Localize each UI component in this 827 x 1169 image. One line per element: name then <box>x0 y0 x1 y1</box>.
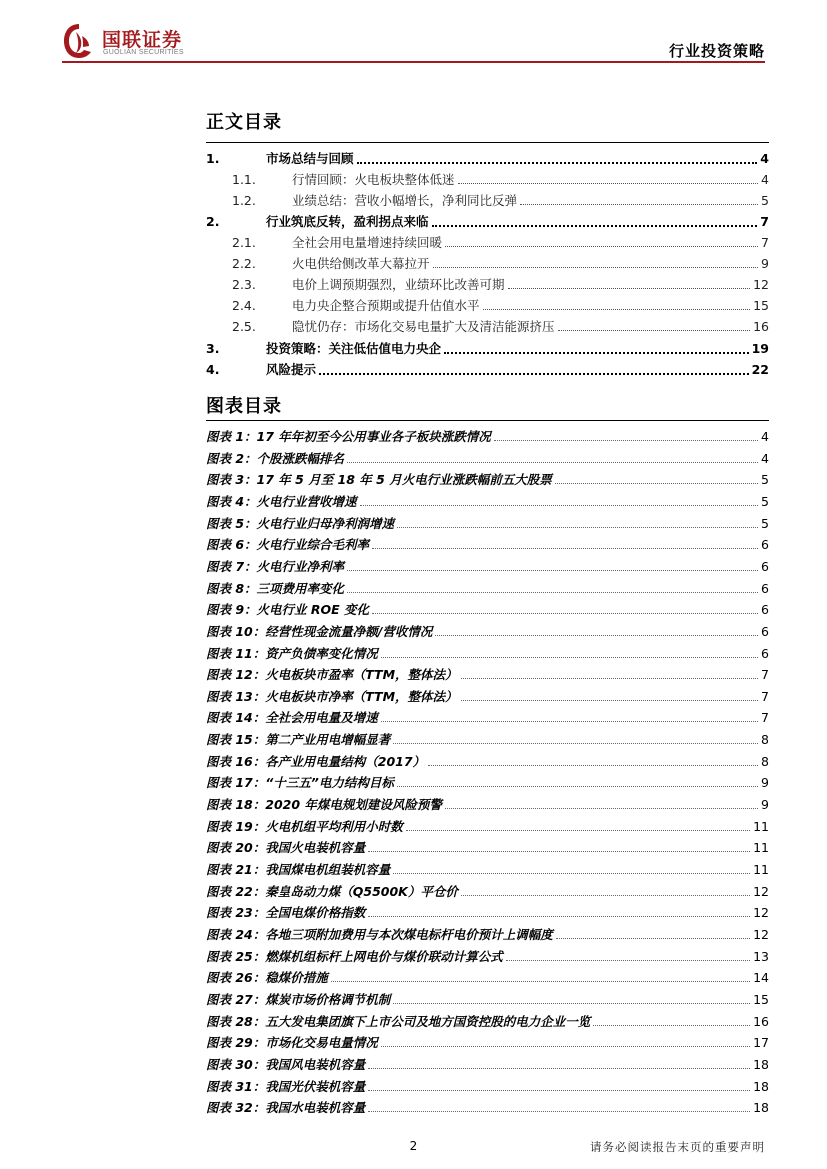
figure-entry-title: 图表 11：资产负债率变化情况 <box>206 646 378 661</box>
toc-entry-number: 2.3. <box>232 277 256 292</box>
figure-entry[interactable] <box>206 555 769 575</box>
figure-leader-dots <box>347 569 758 571</box>
toc-entry-title: 风险提示 <box>266 362 317 377</box>
figure-entry[interactable] <box>206 1010 769 1030</box>
toc-leader-dots <box>508 287 751 289</box>
figure-entry-title: 图表 20：我国火电装机容量 <box>206 840 366 855</box>
figure-entry[interactable] <box>206 858 769 878</box>
figure-entry-title: 图表 27：煤炭市场价格调节机制 <box>206 992 391 1007</box>
figure-leader-dots <box>368 1067 750 1069</box>
toc-entry-page: 15 <box>753 298 769 313</box>
figure-entry-title: 图表 18：2020 年煤电规划建设风险预警 <box>206 797 442 812</box>
toc-leader-dots <box>432 224 758 227</box>
figure-leader-dots <box>393 872 750 874</box>
toc-leader-dots <box>483 308 751 310</box>
figure-leader-dots <box>406 829 750 831</box>
figure-entry[interactable] <box>206 1031 769 1051</box>
toc-entry[interactable] <box>206 273 769 293</box>
figure-entry-title: 图表 16：各产业用电量结构（2017） <box>206 754 426 769</box>
figure-entry[interactable] <box>206 620 769 640</box>
figure-entry-title: 图表 13：火电板块市净率（TTM，整体法） <box>206 689 458 704</box>
toc-entry-number: 1.2. <box>232 193 256 208</box>
figure-entry-title: 图表 7：火电行业净利率 <box>206 559 345 574</box>
toc-entry-title: 火电供给侧改革大幕拉开 <box>292 256 430 271</box>
figure-entry-title: 图表 32：我国水电装机容量 <box>206 1100 366 1115</box>
toc-entry-page: 12 <box>753 277 769 292</box>
figure-leader-dots <box>368 850 750 852</box>
toc-leader-dots <box>319 372 749 375</box>
figure-entry-page: 18 <box>753 1079 769 1094</box>
figure-entry-page: 4 <box>761 429 769 444</box>
figure-leader-dots <box>494 439 758 441</box>
figure-leader-dots <box>397 785 758 787</box>
toc-entry-number: 2. <box>206 214 220 229</box>
figure-leader-dots <box>593 1024 750 1026</box>
toc-entry-number: 1. <box>206 151 220 166</box>
figure-leader-dots <box>555 482 758 484</box>
figure-leader-dots <box>506 959 750 961</box>
figure-entry-page: 9 <box>761 797 769 812</box>
toc-entry-title: 电力央企整合预期或提升估值水平 <box>292 298 480 313</box>
page-header <box>0 0 827 64</box>
figure-entry-title: 图表 4：火电行业营收增速 <box>206 494 357 509</box>
figure-entry-page: 14 <box>753 970 769 985</box>
figure-entry-page: 15 <box>753 992 769 1007</box>
figure-leader-dots <box>372 547 758 549</box>
figure-entry-title: 图表 30：我国风电装机容量 <box>206 1057 366 1072</box>
toc-heading: 正文目录 <box>206 112 282 133</box>
figure-entry-page: 8 <box>761 754 769 769</box>
figure-entry-page: 11 <box>753 862 769 877</box>
toc-entry-page: 9 <box>761 256 769 271</box>
figure-leader-dots <box>372 612 758 614</box>
figure-entry-title: 图表 21：我国煤电机组装机容量 <box>206 862 391 877</box>
toc-entry-page: 5 <box>761 193 769 208</box>
figure-entry[interactable] <box>206 447 769 467</box>
toc-entry[interactable] <box>206 168 769 188</box>
figure-entry[interactable] <box>206 663 769 683</box>
toc-entry-page: 4 <box>760 151 769 166</box>
toc-entry-number: 2.5. <box>232 319 256 334</box>
figure-leader-dots <box>461 894 750 896</box>
figure-entry[interactable] <box>206 836 769 856</box>
figure-entry[interactable] <box>206 750 769 770</box>
figure-entry-title: 图表 28：五大发电集团旗下上市公司及地方国资控股的电力企业一览 <box>206 1014 591 1029</box>
figure-leader-dots <box>381 656 758 658</box>
toc-entry-title: 隐忧仍存：市场化交易电量扩大及清洁能源挤压 <box>292 319 555 334</box>
figure-leader-dots <box>331 980 750 982</box>
toc-entry-number: 1.1. <box>232 172 256 187</box>
figure-entry[interactable] <box>206 728 769 748</box>
figure-entry[interactable] <box>206 988 769 1008</box>
figure-entry[interactable] <box>206 923 769 943</box>
figure-entry-page: 12 <box>753 927 769 942</box>
disclaimer-note: 请务必阅读报告末页的重要声明 <box>590 1140 765 1154</box>
figures-divider <box>206 420 769 421</box>
toc-entry-number: 3. <box>206 341 220 356</box>
toc-entry-number: 2.1. <box>232 235 256 250</box>
figure-leader-dots <box>347 461 758 463</box>
figure-entry-page: 6 <box>761 559 769 574</box>
figure-entry[interactable] <box>206 685 769 705</box>
figure-entry-title: 图表 5：火电行业归母净利润增速 <box>206 516 395 531</box>
figure-entry-title: 图表 25：燃煤机组标杆上网电价与煤价联动计算公式 <box>206 949 503 964</box>
figure-leader-dots <box>461 699 759 701</box>
toc-divider <box>206 142 769 143</box>
toc-entry[interactable] <box>206 337 769 357</box>
figure-entry-title: 图表 6：火电行业综合毛利率 <box>206 537 370 552</box>
figure-entry-title: 图表 31：我国光伏装机容量 <box>206 1079 366 1094</box>
figure-entry-page: 6 <box>761 624 769 639</box>
toc-entry[interactable] <box>206 231 769 251</box>
figure-leader-dots <box>461 677 759 679</box>
figure-entry-page: 18 <box>753 1057 769 1072</box>
figure-leader-dots <box>445 807 758 809</box>
figure-leader-dots <box>381 1045 750 1047</box>
figure-entry[interactable] <box>206 793 769 813</box>
figure-entry[interactable] <box>206 425 769 445</box>
figure-entry-title: 图表 12：火电板块市盈率（TTM，整体法） <box>206 667 458 682</box>
figure-entry-title: 图表 15：第二产业用电增幅显著 <box>206 732 391 747</box>
figure-leader-dots <box>393 742 758 744</box>
header-divider <box>62 61 765 63</box>
figure-entry[interactable] <box>206 468 769 488</box>
figure-leader-dots <box>347 591 758 593</box>
figure-entry[interactable] <box>206 512 769 532</box>
figure-entry-title: 图表 29：市场化交易电量情况 <box>206 1035 378 1050</box>
figure-entry-page: 11 <box>753 840 769 855</box>
toc-entry-title: 行业筑底反转，盈利拐点来临 <box>266 214 429 229</box>
figure-entry-page: 4 <box>761 451 769 466</box>
toc-leader-dots <box>444 351 749 354</box>
figure-entry[interactable] <box>206 577 769 597</box>
figure-entry-title: 图表 17：“十三五”电力结构目标 <box>206 775 394 790</box>
toc-entry-page: 19 <box>751 341 769 356</box>
figure-entry[interactable] <box>206 1053 769 1073</box>
figures-heading: 图表目录 <box>206 396 282 417</box>
figure-entry[interactable] <box>206 1096 769 1116</box>
toc-entry[interactable] <box>206 358 769 378</box>
figure-entry-title: 图表 10：经营性现金流量净额/营收情况 <box>206 624 433 639</box>
figure-entry[interactable] <box>206 815 769 835</box>
figure-entry-page: 6 <box>761 602 769 617</box>
figure-entry[interactable] <box>206 771 769 791</box>
figure-leader-dots <box>368 1110 750 1112</box>
figure-entry[interactable] <box>206 945 769 965</box>
figure-entry-title: 图表 8：三项费用率变化 <box>206 581 345 596</box>
figure-entry-title: 图表 2：个股涨跌幅排名 <box>206 451 345 466</box>
toc-entry-page: 16 <box>753 319 769 334</box>
figure-entry-page: 17 <box>753 1035 769 1050</box>
brand-name-cn: 国联证券 <box>102 29 183 51</box>
figure-entry-page: 12 <box>753 905 769 920</box>
figure-entry[interactable] <box>206 966 769 986</box>
toc-entry-page: 22 <box>751 362 769 377</box>
figure-entry-page: 6 <box>761 537 769 552</box>
figure-entry-title: 图表 19：火电机组平均利用小时数 <box>206 819 403 834</box>
page-number: 2 <box>409 1139 418 1153</box>
figure-leader-dots <box>368 1089 750 1091</box>
figure-entry-page: 5 <box>761 472 769 487</box>
figure-entry-title: 图表 3：17 年 5 月至 18 年 5 月火电行业涨跌幅前五大股票 <box>206 472 552 487</box>
figure-entry[interactable] <box>206 598 769 618</box>
figure-leader-dots <box>397 526 758 528</box>
guolian-logo-icon <box>62 22 96 60</box>
figure-entry-page: 6 <box>761 646 769 661</box>
figure-entry-title: 图表 1：17 年年初至今公用事业各子板块涨跌情况 <box>206 429 491 444</box>
toc-leader-dots <box>558 329 751 331</box>
toc-entry-page: 7 <box>761 235 769 250</box>
toc-entry[interactable] <box>206 294 769 314</box>
figure-entry-page: 11 <box>753 819 769 834</box>
figure-entry-title: 图表 24：各地三项附加费用与本次煤电标杆电价预计上调幅度 <box>206 927 553 942</box>
figure-entry-title: 图表 22：秦皇岛动力煤（Q5500K）平仓价 <box>206 884 458 899</box>
toc-entry[interactable] <box>206 210 769 230</box>
figure-entry-title: 图表 9：火电行业 ROE 变化 <box>206 602 370 617</box>
figure-leader-dots <box>428 764 758 766</box>
figure-entry-page: 5 <box>761 516 769 531</box>
figure-entry-page: 16 <box>753 1014 769 1029</box>
figure-entry[interactable] <box>206 490 769 510</box>
document-type: 行业投资策略 <box>668 42 765 60</box>
figure-entry-page: 6 <box>761 581 769 596</box>
toc-leader-dots <box>357 161 758 164</box>
guolian-logo <box>62 22 222 62</box>
figure-entry-title: 图表 14：全社会用电量及增速 <box>206 710 378 725</box>
figure-leader-dots <box>360 504 758 506</box>
figure-entry[interactable] <box>206 1075 769 1095</box>
figure-entry-page: 7 <box>761 667 769 682</box>
toc-entry-number: 2.4. <box>232 298 256 313</box>
toc-entry[interactable] <box>206 252 769 272</box>
toc-entry-page: 4 <box>761 172 769 187</box>
figure-entry[interactable] <box>206 533 769 553</box>
figure-entry[interactable] <box>206 880 769 900</box>
toc-entry-title: 行情回顾：火电板块整体低迷 <box>292 172 455 187</box>
figure-entry[interactable] <box>206 706 769 726</box>
figure-entry-page: 9 <box>761 775 769 790</box>
figure-leader-dots <box>393 1002 750 1004</box>
toc-entry-title: 电价上调预期强烈，业绩环比改善可期 <box>292 277 505 292</box>
figure-leader-dots <box>381 720 758 722</box>
toc-leader-dots <box>458 182 759 184</box>
toc-entry-page: 7 <box>760 214 769 229</box>
figure-entry-page: 5 <box>761 494 769 509</box>
figure-entry-title: 图表 23：全国电煤价格指数 <box>206 905 366 920</box>
figure-leader-dots <box>368 915 750 917</box>
figure-entry-page: 18 <box>753 1100 769 1115</box>
toc-leader-dots <box>520 203 758 205</box>
toc-entry-title: 投资策略：关注低估值电力央企 <box>266 341 442 356</box>
figure-entry-page: 8 <box>761 732 769 747</box>
toc-entry-number: 4. <box>206 362 220 377</box>
figure-leader-dots <box>435 634 758 636</box>
toc-entry[interactable] <box>206 147 769 167</box>
toc-entry[interactable] <box>206 189 769 209</box>
toc-leader-dots <box>445 245 758 247</box>
figure-entry-title: 图表 26：稳煤价措施 <box>206 970 328 985</box>
figure-entry-page: 7 <box>761 710 769 725</box>
figure-entry-page: 7 <box>761 689 769 704</box>
toc-entry-title: 业绩总结：营收小幅增长，净利同比反弹 <box>292 193 518 208</box>
figure-leader-dots <box>556 937 750 939</box>
brand-name-en: GUOLIAN SECURITIES <box>103 49 184 56</box>
figure-entry-page: 12 <box>753 884 769 899</box>
figure-entry-page: 13 <box>753 949 769 964</box>
toc-entry-title: 市场总结与回顾 <box>266 151 354 166</box>
toc-leader-dots <box>433 266 759 268</box>
toc-entry[interactable] <box>206 315 769 335</box>
figure-entry[interactable] <box>206 642 769 662</box>
figure-entry[interactable] <box>206 901 769 921</box>
toc-entry-title: 全社会用电量增速持续回暖 <box>292 235 443 250</box>
toc-entry-number: 2.2. <box>232 256 256 271</box>
